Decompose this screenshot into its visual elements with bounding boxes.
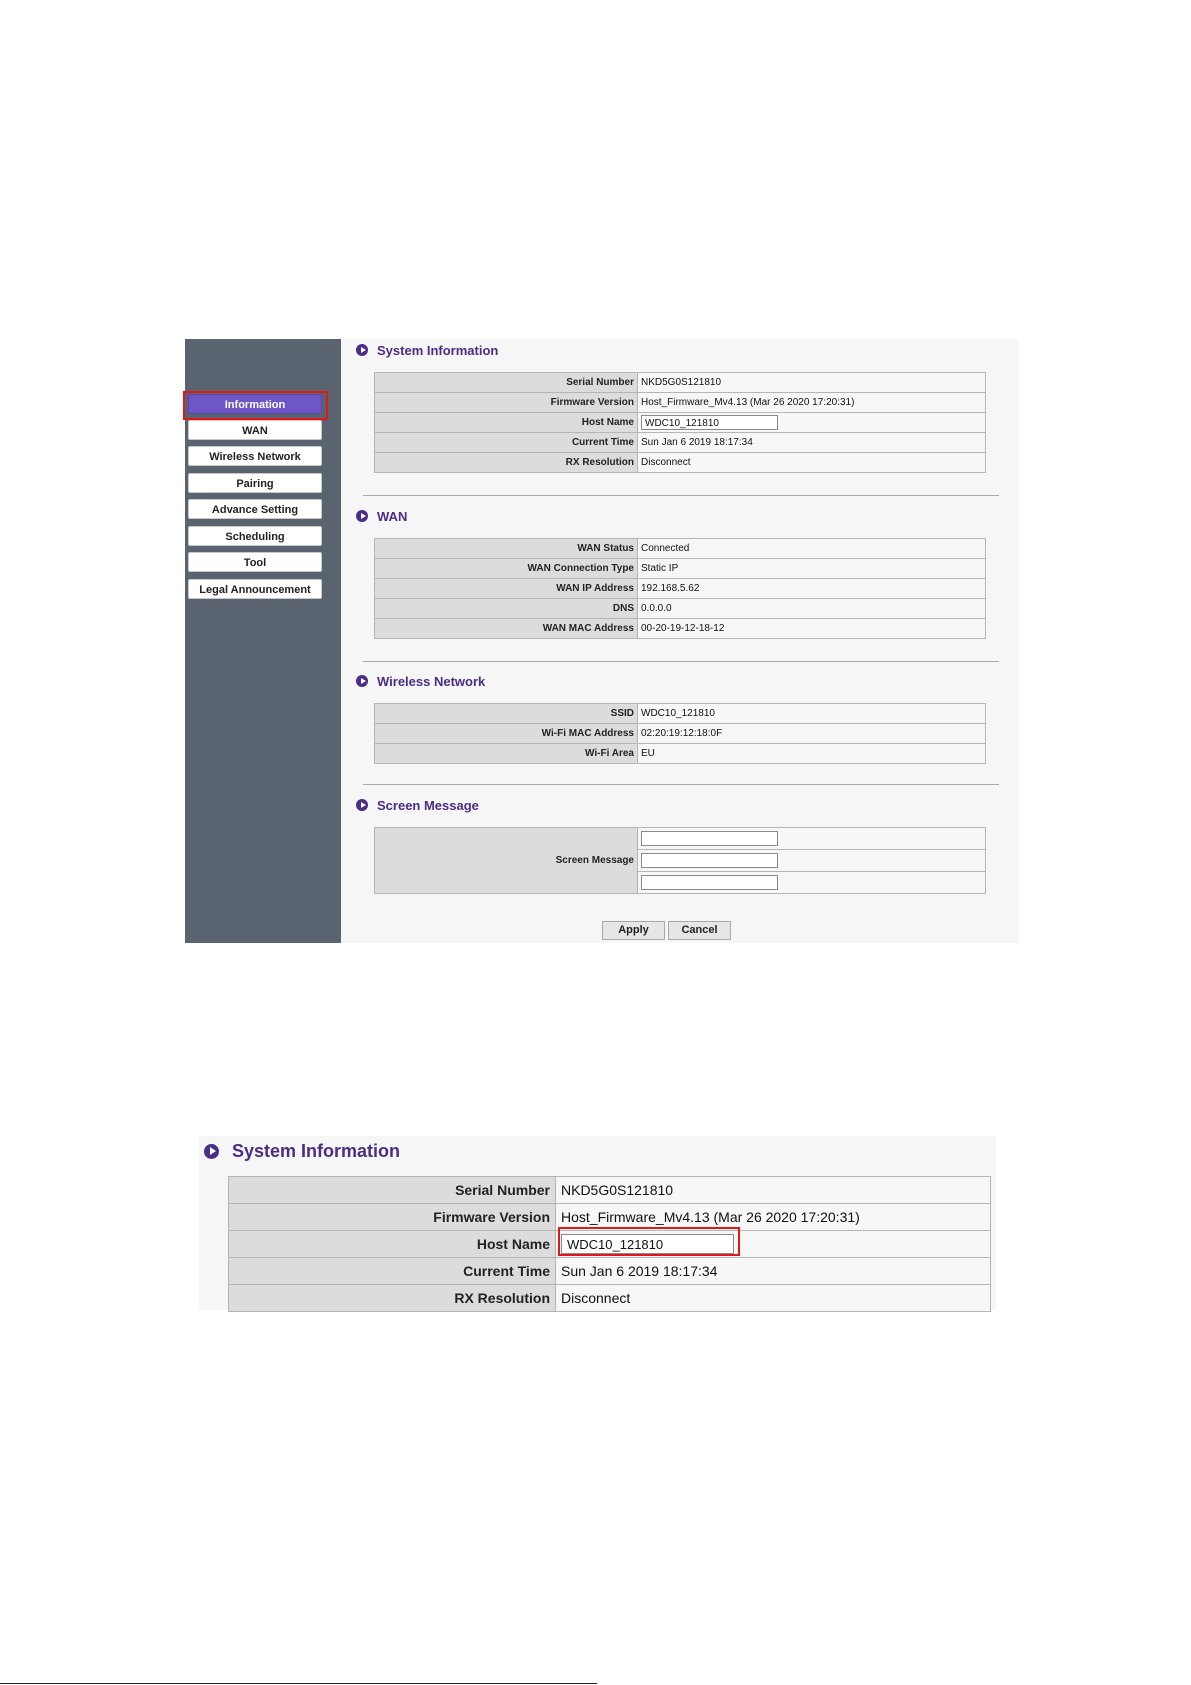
cancel-button[interactable]: Cancel bbox=[668, 921, 731, 940]
current-time-value: Sun Jan 6 2019 18:17:34 bbox=[638, 433, 986, 453]
screen-message-input-1[interactable] bbox=[641, 831, 778, 846]
host-name-input[interactable]: WDC10_121810 bbox=[561, 1234, 734, 1254]
table-row bbox=[375, 599, 986, 619]
row-label: Wi-Fi Area bbox=[375, 744, 638, 764]
table-row bbox=[375, 539, 986, 559]
play-circle-icon bbox=[356, 510, 368, 522]
table-row bbox=[375, 828, 986, 850]
divider bbox=[363, 495, 999, 496]
main-content bbox=[341, 339, 1019, 943]
section-title-wan bbox=[356, 507, 407, 525]
system-information-zoom-screenshot bbox=[199, 1136, 996, 1310]
dns-value: 0.0.0.0 bbox=[638, 599, 986, 619]
section-title-text: Screen Message bbox=[377, 797, 479, 813]
table-row bbox=[375, 724, 986, 744]
wan-connection-type-value: Static IP bbox=[638, 559, 986, 579]
wan-status-value: Connected bbox=[638, 539, 986, 559]
row-label: Firmware Version bbox=[375, 393, 638, 413]
row-label: DNS bbox=[375, 599, 638, 619]
screen-message-input-3[interactable] bbox=[641, 875, 778, 890]
row-label: WAN Status bbox=[375, 539, 638, 559]
section-title-screen-message bbox=[356, 796, 479, 814]
serial-number-value: NKD5G0S121810 bbox=[556, 1177, 991, 1204]
system-information-table-zoomed bbox=[228, 1176, 991, 1312]
row-label: Host Name bbox=[229, 1231, 556, 1258]
divider bbox=[363, 784, 999, 785]
row-label: Firmware Version bbox=[229, 1204, 556, 1231]
sidebar bbox=[185, 339, 341, 943]
current-time-value: Sun Jan 6 2019 18:17:34 bbox=[556, 1258, 991, 1285]
sidebar-item-tool[interactable]: Tool bbox=[188, 552, 322, 572]
row-label: Wi-Fi MAC Address bbox=[375, 724, 638, 744]
screen-message-cell bbox=[638, 850, 986, 872]
sidebar-item-wireless-network[interactable]: Wireless Network bbox=[188, 446, 322, 466]
rx-resolution-value: Disconnect bbox=[556, 1285, 991, 1312]
host-name-cell bbox=[556, 1231, 991, 1258]
firmware-version-value: Host_Firmware_Mv4.13 (Mar 26 2020 17:20:31) bbox=[556, 1204, 991, 1231]
section-title-text: WAN bbox=[377, 508, 408, 524]
row-label: WAN Connection Type bbox=[375, 559, 638, 579]
table-row bbox=[229, 1285, 991, 1312]
ssid-value: WDC10_121810 bbox=[638, 704, 986, 724]
admin-page-screenshot bbox=[185, 339, 1019, 943]
screen-message-cell bbox=[638, 828, 986, 850]
row-label: SSID bbox=[375, 704, 638, 724]
row-label: Current Time bbox=[375, 433, 638, 453]
table-row bbox=[375, 393, 986, 413]
firmware-version-value: Host_Firmware_Mv4.13 (Mar 26 2020 17:20:31) bbox=[638, 393, 986, 413]
row-label: Host Name bbox=[375, 413, 638, 433]
section-title-wireless-network bbox=[356, 672, 485, 690]
footer-rule bbox=[0, 1683, 597, 1684]
row-label: WAN IP Address bbox=[375, 579, 638, 599]
wireless-network-table bbox=[374, 703, 986, 764]
serial-number-value: NKD5G0S121810 bbox=[638, 373, 986, 393]
screen-message-cell bbox=[638, 872, 986, 894]
wan-mac-address-value: 00-20-19-12-18-12 bbox=[638, 619, 986, 639]
host-name-input[interactable]: WDC10_121810 bbox=[641, 415, 778, 430]
play-circle-icon bbox=[356, 799, 368, 811]
table-row bbox=[229, 1177, 991, 1204]
table-row bbox=[229, 1258, 991, 1285]
table-row bbox=[375, 453, 986, 473]
play-circle-icon bbox=[356, 344, 368, 356]
divider bbox=[363, 661, 999, 662]
apply-button[interactable]: Apply bbox=[602, 921, 665, 940]
table-row bbox=[375, 579, 986, 599]
sidebar-item-pairing[interactable]: Pairing bbox=[188, 473, 322, 493]
row-label: RX Resolution bbox=[375, 453, 638, 473]
rx-resolution-value: Disconnect bbox=[638, 453, 986, 473]
wan-ip-address-value: 192.168.5.62 bbox=[638, 579, 986, 599]
row-label: RX Resolution bbox=[229, 1285, 556, 1312]
row-label: Serial Number bbox=[375, 373, 638, 393]
table-row bbox=[375, 704, 986, 724]
section-title-system-information bbox=[356, 341, 498, 359]
sidebar-item-scheduling[interactable]: Scheduling bbox=[188, 526, 322, 546]
system-information-table bbox=[374, 372, 986, 473]
host-name-cell bbox=[638, 413, 986, 433]
sidebar-item-wan[interactable]: WAN bbox=[188, 420, 322, 440]
table-row bbox=[375, 373, 986, 393]
table-row bbox=[375, 433, 986, 453]
wan-table bbox=[374, 538, 986, 639]
table-row bbox=[229, 1204, 991, 1231]
sidebar-item-advance-setting[interactable]: Advance Setting bbox=[188, 499, 322, 519]
section-title-text: System Information bbox=[377, 342, 499, 358]
wifi-area-value: EU bbox=[638, 744, 986, 764]
table-row bbox=[375, 744, 986, 764]
row-label: Serial Number bbox=[229, 1177, 556, 1204]
play-circle-icon bbox=[204, 1144, 219, 1159]
wifi-mac-address-value: 02:20:19:12:18:0F bbox=[638, 724, 986, 744]
table-row bbox=[375, 413, 986, 433]
table-row bbox=[375, 619, 986, 639]
play-circle-icon bbox=[356, 675, 368, 687]
screen-message-table bbox=[374, 827, 986, 894]
row-label: WAN MAC Address bbox=[375, 619, 638, 639]
sidebar-item-information[interactable]: Information bbox=[188, 394, 322, 414]
section-title-text: Wireless Network bbox=[377, 673, 486, 689]
section-title-system-information bbox=[204, 1139, 400, 1163]
screen-message-input-2[interactable] bbox=[641, 853, 778, 868]
row-label: Current Time bbox=[229, 1258, 556, 1285]
sidebar-item-legal-announcement[interactable]: Legal Announcement bbox=[188, 579, 322, 599]
row-label: Screen Message bbox=[375, 828, 638, 894]
section-title-text: System Information bbox=[232, 1140, 401, 1161]
table-row bbox=[229, 1231, 991, 1258]
table-row bbox=[375, 559, 986, 579]
